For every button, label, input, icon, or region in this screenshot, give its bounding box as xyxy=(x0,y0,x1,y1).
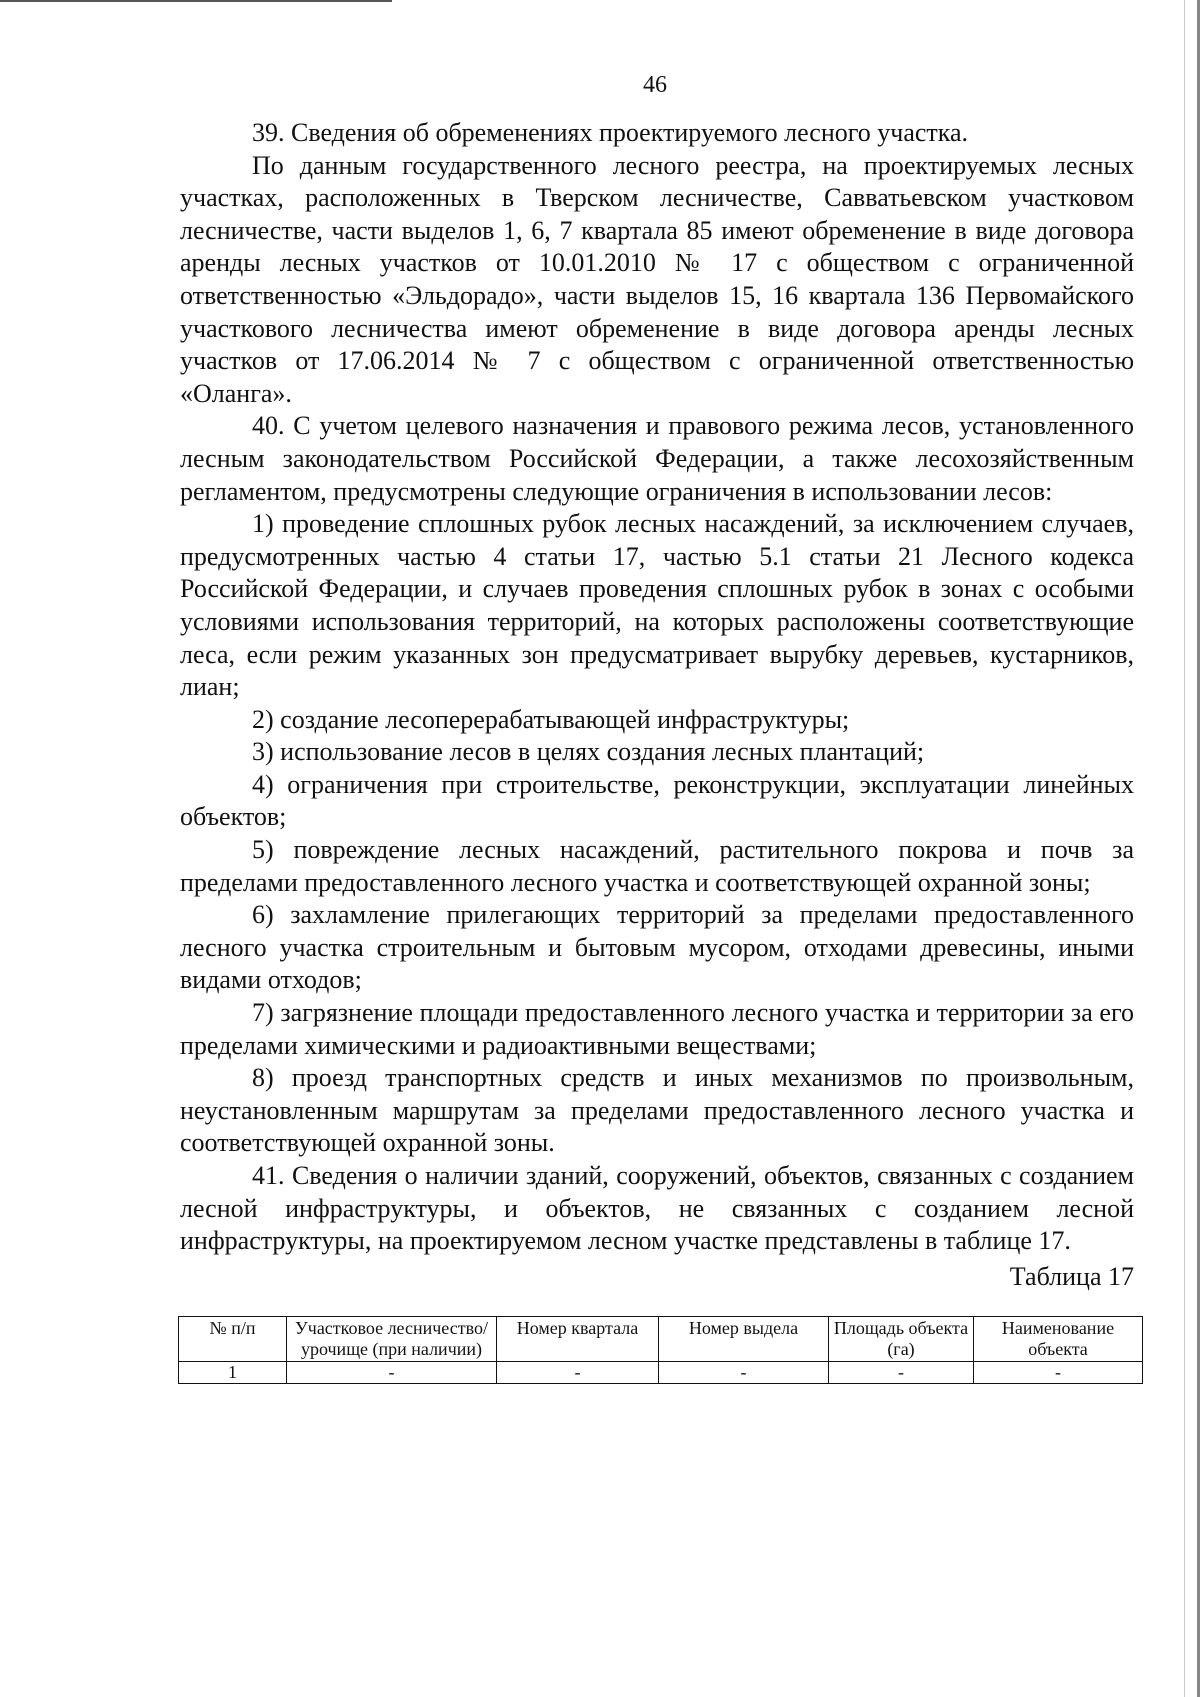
restriction-item-3: 3) использование лесов в целях создания лесных плантаций; xyxy=(252,737,925,767)
table-row xyxy=(179,1361,1143,1383)
header-object-name: Наименование объекта xyxy=(974,1316,1143,1361)
header-area: Площадь объекта (га) xyxy=(829,1316,974,1361)
restriction-item-2: 2) создание лесоперерабатывающей инфраструктуры; xyxy=(252,704,850,734)
paragraph-40: 40. С учетом целевого назначения и правового режима лесов, установленного лесным законодательством Российской Федерации, а также лесохозяйственным регламентом, предусмотрены следующие ограничения в использовании лесов: xyxy=(180,411,1134,506)
restriction-item-8: 8) проезд транспортных средств и иных механизмов по произвольным, неустановленным маршрутам за пределами предоставленного лесного участка и соответствующей охранной зоны. xyxy=(180,1063,1134,1158)
restriction-item-5: 5) повреждение лесных насаждений, растительного покрова и почв за пределами предоставленного лесного участка и соответствующей охранной зоны; xyxy=(180,835,1134,897)
document-body xyxy=(180,117,1134,1384)
cell-number: 1 xyxy=(179,1361,287,1383)
header-plot: Номер выдела xyxy=(659,1316,829,1361)
header-forestry: Участковое лесничество/урочище (при наличии) xyxy=(287,1316,497,1361)
restriction-item-7: 7) загрязнение площади предоставленного лесного участка и территории за его пределами химическими и радиоактивными веществами; xyxy=(180,998,1134,1060)
restriction-item-4: 4) ограничения при строительстве, реконструкции, эксплуатации линейных объектов; xyxy=(180,769,1134,832)
page-number: 46 xyxy=(643,72,667,98)
paragraph-39-title: 39. Сведения об обременениях проектируемого лесного участка. xyxy=(252,118,969,147)
cell-plot: - xyxy=(659,1361,829,1383)
restriction-item-6: 6) захламление прилегающих территорий за пределами предоставленного лесного участка строительным и бытовым мусором, отходами древесины, иными видами отходов; xyxy=(180,900,1134,995)
header-quarter: Номер квартала xyxy=(497,1316,659,1361)
paragraph-39-body: По данным государственного лесного реестра, на проектируемых лесных участках, расположенных в Тверском лесничестве, Савватьевском участковом лесничестве, части выделов 1, 6, 7 квартала 85 имеют обременение в виде договора аренды лесных участков от 10.01.2010 № 17 с обществом с ограниченной ответственностью «Эльдорадо», части выделов 15, 16 квартала 136 Первомайского участкового лесничества имеют обременение в виде договора аренды лесных участков от 17.06.2014 № 7 с обществом с ограниченной ответственностью «Оланга». xyxy=(180,150,1134,408)
cell-area: - xyxy=(829,1361,974,1383)
cell-forestry: - xyxy=(287,1361,497,1383)
table-caption: Таблица 17 xyxy=(1009,1261,1134,1291)
header-number: № п/п xyxy=(179,1316,287,1361)
scan-edge-top xyxy=(0,0,392,2)
scan-edge-right-inner xyxy=(1184,0,1185,1697)
cell-object-name: - xyxy=(974,1361,1143,1383)
buildings-table xyxy=(178,1316,1143,1384)
cell-quarter: - xyxy=(497,1361,659,1383)
restriction-item-1: 1) проведение сплошных рубок лесных насаждений, за исключением случаев, предусмотренных частью 4 статьи 17, частью 5.1 статьи 21 Лесного кодекса Российской Федерации, и случаев проведения сплошных рубок в зонах с особыми условиями использования территорий, на которых расположены соответствующие леса, если режим указанных зон предусматривает вырубку деревьев, кустарников, лиан; xyxy=(180,509,1134,702)
paragraph-41: 41. Сведения о наличии зданий, сооружений, объектов, связанных с созданием лесной инфраструктуры, и объектов, не связанных с созданием лесной инфраструктуры, на проектируемом лесном участке представлены в таблице 17. xyxy=(180,1161,1134,1256)
table-header-row xyxy=(179,1316,1143,1361)
